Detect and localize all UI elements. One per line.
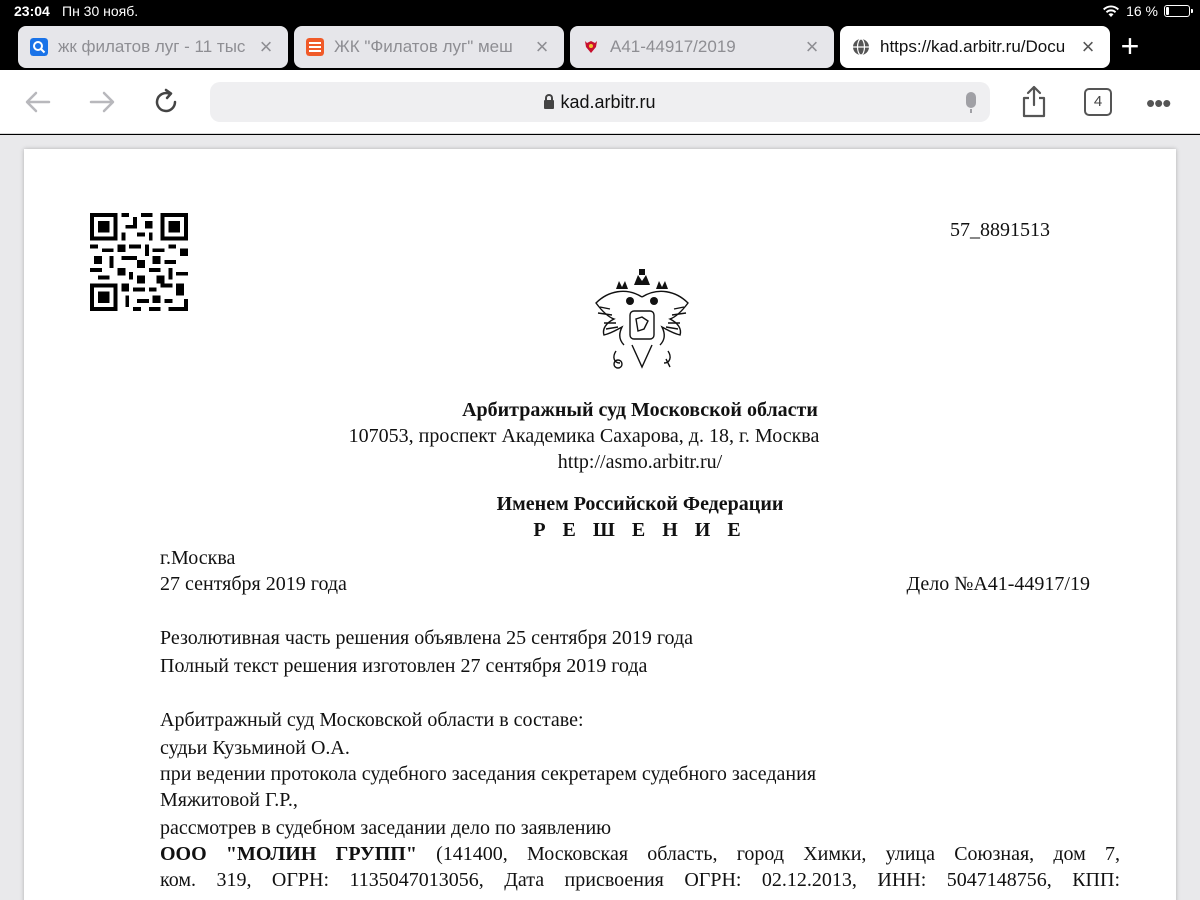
company-details-line: ком. 319, ОГРН: 1135047013056, Дата присвоения ОГРН: 02.12.2013, ИНН: 5047148756, КПП: (160, 869, 1120, 891)
close-icon[interactable]: × (805, 34, 819, 59)
pronovostroy-icon (306, 38, 324, 56)
page-content[interactable] (0, 135, 1200, 900)
search-icon (30, 38, 48, 56)
company-line (160, 843, 1120, 866)
reload-icon (151, 87, 181, 117)
close-icon[interactable]: × (259, 34, 273, 59)
tab-title: ЖК "Филатов луг" меш (334, 37, 513, 56)
document-id: 57_8891513 (950, 219, 1050, 241)
court-address: 107053, проспект Академика Сахарова, д. 18, г. Москва (348, 425, 820, 447)
body-line: Мяжитовой Г.Р., (160, 789, 298, 811)
tab-title: А41-44917/2019 (610, 37, 736, 56)
body-line: Арбитражный суд Московской области в составе: (160, 709, 584, 731)
tab-current[interactable] (840, 26, 1110, 68)
tab-case[interactable] (570, 26, 834, 68)
globe-icon (852, 38, 870, 56)
reload-button[interactable] (148, 84, 184, 120)
tab-title: жк филатов луг - 11 тыс (58, 37, 246, 56)
tab-title: https://kad.arbitr.ru/Docu (880, 37, 1066, 56)
battery-icon (1164, 5, 1190, 17)
address-bar[interactable] (210, 82, 990, 122)
back-button[interactable] (20, 84, 56, 120)
arrow-right-icon (87, 87, 117, 117)
body-line: судьи Кузьминой О.А. (160, 737, 350, 759)
status-time: 23:04 (14, 3, 50, 19)
document-page (24, 149, 1176, 900)
status-bar (0, 0, 1200, 22)
company-name: ООО "МОЛИН ГРУПП" (160, 843, 417, 865)
coat-of-arms-icon (586, 267, 698, 375)
tab-bar (0, 22, 1200, 70)
tab-search[interactable] (18, 26, 288, 68)
forward-button[interactable] (84, 84, 120, 120)
microphone-icon[interactable] (966, 92, 976, 108)
decision-date: 27 сентября 2019 года (160, 573, 347, 595)
close-icon[interactable]: × (1081, 34, 1095, 59)
browser-toolbar (0, 70, 1200, 134)
close-icon[interactable]: × (535, 34, 549, 59)
resolution-line: Резолютивная часть решения объявлена 25 сентября 2019 года (160, 627, 694, 649)
more-icon[interactable]: ••• (1146, 88, 1171, 118)
qr-code-icon (90, 213, 188, 311)
share-icon[interactable] (1020, 84, 1048, 118)
case-number: Дело №А41-44917/19 (906, 573, 1090, 595)
status-date: Пн 30 нояб. (62, 3, 139, 19)
lock-icon (544, 100, 554, 109)
address-text: kad.arbitr.ru (560, 91, 656, 112)
city: г.Москва (160, 547, 236, 569)
decision-heading: Р Е Ш Е Н И Е (533, 519, 747, 541)
new-tab-button[interactable]: + (1120, 28, 1140, 64)
body-line: рассмотрев в судебном заседании дело по заявлению (160, 817, 612, 839)
status-indicators (1102, 3, 1190, 19)
tabs-overview-button[interactable]: 4 (1084, 88, 1112, 116)
emblem-icon (582, 38, 600, 56)
tab-pronovostroy[interactable] (294, 26, 564, 68)
body-line: при ведении протокола судебного заседания секретарем судебного заседания (160, 763, 817, 785)
arrow-left-icon (23, 87, 53, 117)
battery-fill (1166, 7, 1169, 15)
company-details: (141400, Московская область, город Химки, улица Союзная, дом 7, (416, 843, 1120, 865)
battery-percent: 16 % (1126, 3, 1158, 19)
in-the-name-heading: Именем Российской Федерации (496, 493, 784, 515)
wifi-icon (1102, 5, 1120, 18)
fulltext-line: Полный текст решения изготовлен 27 сентября 2019 года (160, 655, 648, 677)
court-name: Арбитражный суд Московской области (462, 399, 818, 421)
court-website: http://asmo.arbitr.ru/ (557, 451, 723, 473)
